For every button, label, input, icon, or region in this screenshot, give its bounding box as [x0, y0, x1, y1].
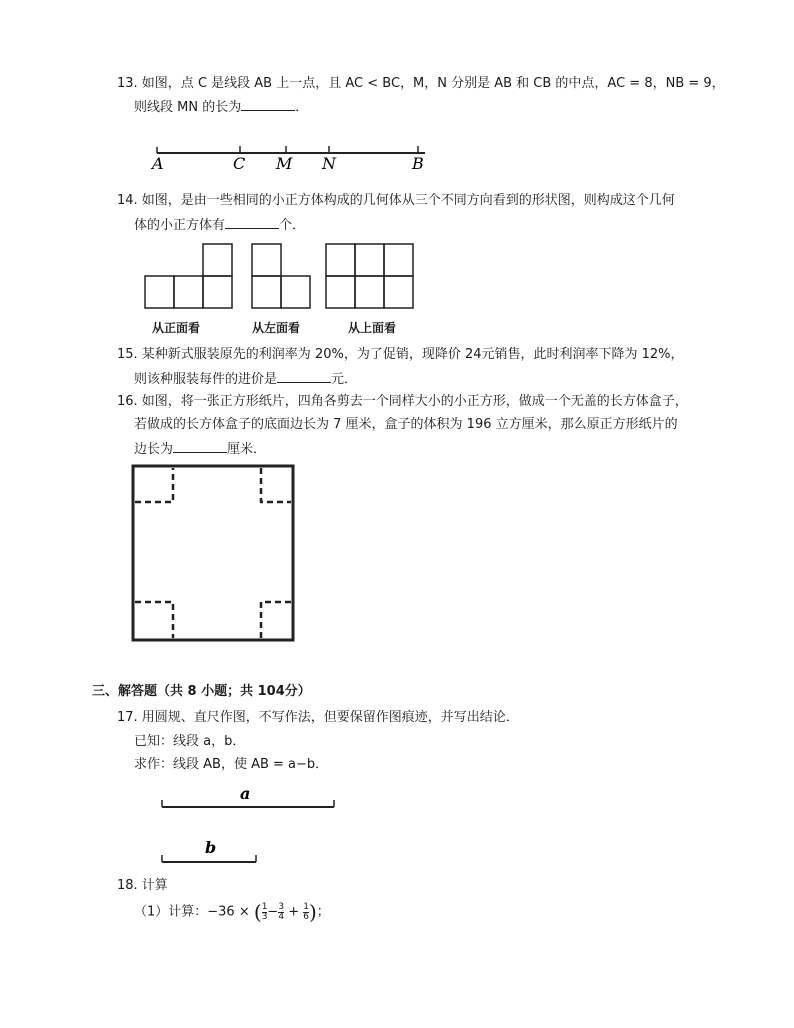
q16-answer-blank[interactable] — [173, 440, 227, 453]
q15-answer-blank[interactable] — [277, 370, 331, 383]
segment-b-label: b — [205, 838, 217, 857]
q15-text-line1: 15. 某种新式服装原先的利润率为 20%，为了促销，现降价 24元销售，此时利润率下降为 12%， — [117, 347, 684, 362]
left-view-grid — [252, 244, 310, 308]
q18-sub1-pre: （1）计算：−36 × — [134, 904, 250, 920]
q13-segment-figure — [140, 132, 440, 176]
q13-text-line2-pre: 则线段 MN 的长为 — [134, 100, 242, 115]
segment-a-label: a — [240, 784, 251, 803]
q13-label-b: B — [412, 154, 424, 173]
q13-label-c: C — [233, 154, 246, 173]
fraction-1-6: $\frac{1}{6}$ — [303, 901, 309, 922]
q14-text-line2 — [134, 216, 305, 234]
q15-text-line2 — [134, 370, 357, 388]
q18-sub1-post: ； — [316, 904, 330, 920]
q14-caption-front: 从正面看 — [152, 321, 201, 335]
q14-text-line2-pre: 体的小正方体有 — [134, 218, 226, 233]
q18-title: 18. 计算 — [117, 878, 168, 893]
fraction-3-4: $\frac{3}{4}$ — [278, 901, 285, 922]
q15-text-line2-post: 元． — [331, 372, 358, 387]
q13-text-line1: 13. 如图，点 C 是线段 AB 上一点，且 AC < BC，M，N 分别是 AB 和 CB 的中点，AC = 8，NB = 9， — [117, 76, 725, 91]
q18-sub1 — [134, 900, 330, 925]
corner-cut-top-right — [261, 468, 291, 502]
q13-label-a: A — [152, 154, 164, 173]
q17-segments-figure — [150, 778, 350, 870]
q14-caption-left: 从左面看 — [252, 321, 301, 335]
q17-text-line3: 求作：线段 AB，使 AB = a−b． — [134, 757, 329, 772]
q16-text-line3-post: 厘米． — [227, 442, 267, 457]
q13-text-line2 — [134, 98, 308, 116]
q17-text-line2: 已知：线段 a，b． — [134, 734, 246, 749]
q16-square-paper-figure — [128, 462, 300, 646]
top-view-grid — [326, 244, 413, 308]
fraction-1-3: $\frac{1}{3}$ — [261, 901, 268, 922]
q14-text-line2-post: 个． — [279, 218, 306, 233]
q14-text-line1: 14. 如图，是由一些相同的小正方体构成的几何体从三个不同方向看到的形状图，则构成这个几何 — [117, 193, 675, 208]
q14-caption-top: 从上面看 — [348, 321, 397, 335]
q15-text-line2-pre: 则该种服装每件的进价是 — [134, 372, 278, 387]
corner-cut-top-left — [135, 468, 173, 502]
q13-label-n: N — [322, 154, 336, 173]
q16-text-line1: 16. 如图，将一张正方形纸片，四角各剪去一个同样大小的小正方形，做成一个无盖的长方体盒子， — [117, 394, 688, 409]
corner-cut-bottom-right — [261, 602, 291, 638]
q13-text-line2-post: ． — [295, 100, 309, 115]
paper-outline — [133, 466, 293, 640]
q16-text-line2: 若做成的长方体盒子的底面边长为 7 厘米，盒子的体积为 196 立方厘米，那么原正方形纸片的 — [134, 417, 678, 432]
plus-sign: + — [288, 904, 300, 920]
section-3-heading: 三、解答题（共 8 小题；共 104分） — [92, 684, 311, 699]
q17-text-line1: 17. 用圆规、直尺作图，不写作法，但要保留作图痕迹，并写出结论． — [117, 710, 519, 725]
left-paren: ( — [253, 900, 262, 924]
q13-answer-blank[interactable] — [241, 98, 295, 111]
q16-text-line3-pre: 边长为 — [134, 442, 174, 457]
q16-text-line3 — [134, 440, 266, 458]
q13-label-m: M — [276, 154, 293, 173]
q14-answer-blank[interactable] — [225, 216, 279, 229]
corner-cut-bottom-left — [135, 602, 173, 638]
minus-sign: − — [267, 904, 279, 920]
right-paren: ) — [308, 900, 317, 924]
front-view-grid — [145, 244, 232, 308]
